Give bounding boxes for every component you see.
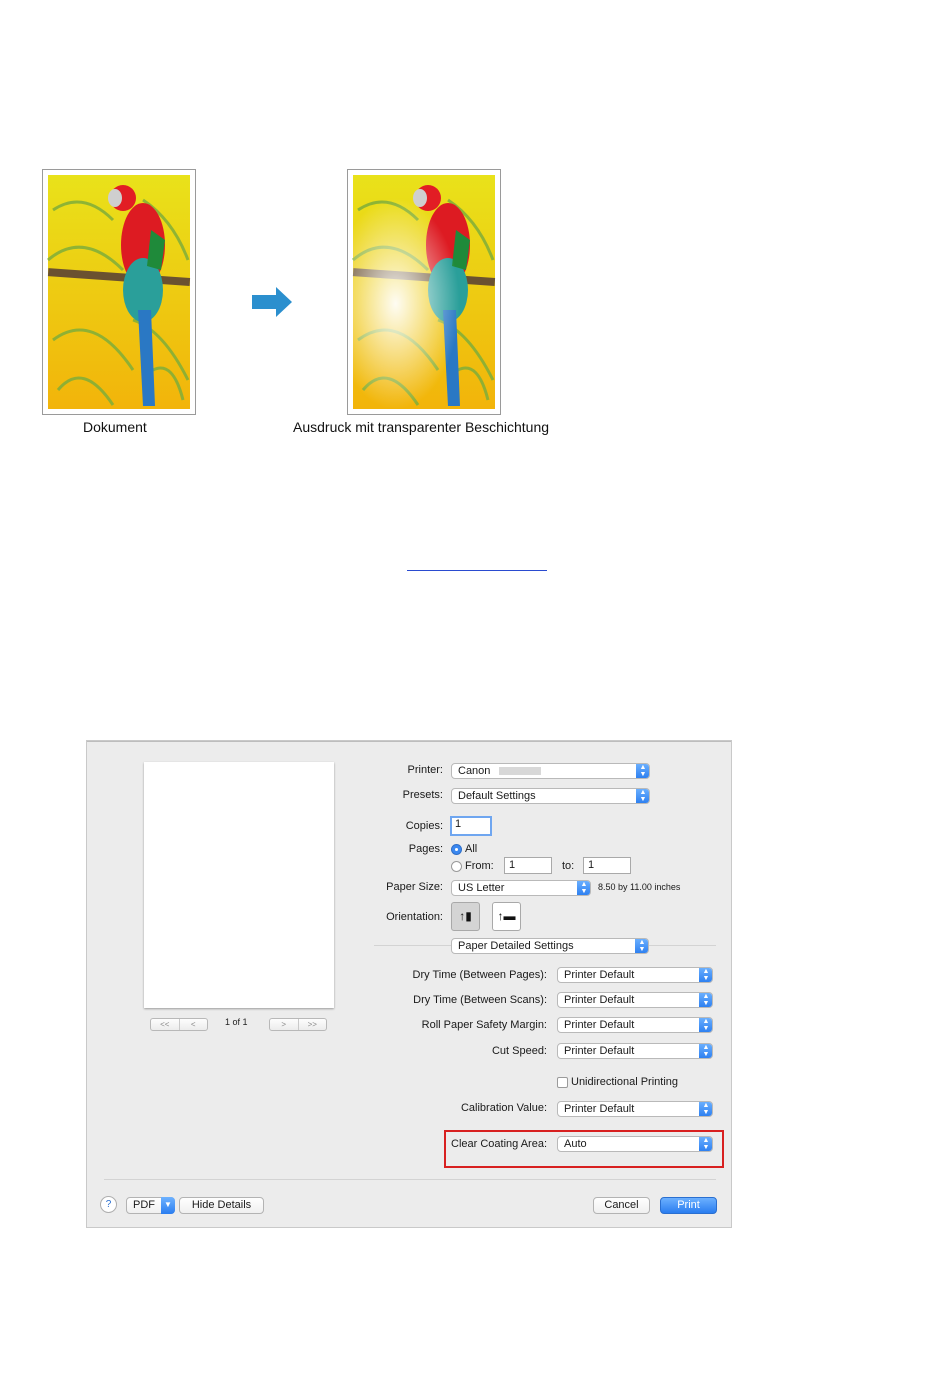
updown-arrows-icon: ▲ ▼: [636, 788, 650, 804]
parrot-image: [43, 170, 195, 414]
dry-time-pages-label: Dry Time (Between Pages):: [412, 969, 547, 981]
caption-coated-print: Ausdruck mit transparenter Beschichtung: [293, 419, 550, 435]
landscape-icon: ↑▬: [497, 909, 516, 923]
orientation-label: Orientation:: [386, 911, 443, 923]
updown-arrows-icon: ▲ ▼: [699, 1136, 713, 1152]
calibration-value: Printer Default: [564, 1103, 635, 1115]
parrot-coated-image: [348, 170, 500, 414]
pdf-label: PDF: [133, 1199, 155, 1211]
pages-from-label: From:: [465, 860, 494, 872]
page-counter: 1 of 1: [225, 1017, 248, 1027]
copies-input[interactable]: 1: [450, 816, 492, 836]
portrait-icon: ↑▮: [459, 909, 472, 923]
presets-select[interactable]: [451, 788, 650, 804]
cut-speed-value: Printer Default: [564, 1045, 635, 1057]
pages-from-input[interactable]: 1: [504, 857, 552, 874]
caption-document: Dokument: [83, 419, 147, 435]
dialog-top-border: [87, 741, 731, 742]
roll-margin-value: Printer Default: [564, 1019, 635, 1031]
pages-all-radio[interactable]: [451, 844, 462, 855]
printer-value: Canon: [458, 765, 491, 777]
updown-arrows-icon: ▲ ▼: [577, 880, 591, 896]
pages-all-label: All: [465, 843, 478, 855]
panel-select[interactable]: [451, 938, 649, 954]
preview-nav-forward: [269, 1018, 327, 1031]
cut-speed-select[interactable]: [557, 1043, 713, 1059]
paper-dimensions: 8.50 by 11.00 inches: [598, 882, 681, 892]
dry-time-pages-value: Printer Default: [564, 969, 635, 981]
arrow-right-icon: [250, 285, 294, 319]
next-page-button[interactable]: >: [281, 1020, 287, 1029]
dry-time-scans-label: Dry Time (Between Scans):: [413, 994, 547, 1006]
dry-time-pages-select[interactable]: [557, 967, 713, 983]
pages-to-label: to:: [562, 860, 575, 872]
first-page-button[interactable]: <<: [160, 1020, 170, 1029]
roll-margin-label: Roll Paper Safety Margin:: [421, 1019, 547, 1031]
presets-label: Presets:: [402, 789, 443, 801]
unidirectional-checkbox[interactable]: [557, 1077, 568, 1088]
print-dialog: [86, 740, 732, 1228]
clear-coating-select[interactable]: [557, 1136, 713, 1152]
pages-to-input[interactable]: 1: [583, 857, 631, 874]
updown-arrows-icon: ▲ ▼: [699, 992, 713, 1008]
updown-arrows-icon: ▲ ▼: [635, 938, 649, 954]
help-button[interactable]: ?: [100, 1196, 117, 1213]
dry-time-scans-value: Printer Default: [564, 994, 635, 1006]
updown-arrows-icon: ▲ ▼: [636, 763, 650, 779]
hide-details-button[interactable]: Hide Details: [179, 1197, 264, 1214]
hyperlink[interactable]: [407, 560, 547, 571]
cancel-button[interactable]: Cancel: [593, 1197, 650, 1214]
paper-size-label: Paper Size:: [386, 881, 443, 893]
updown-arrows-icon: ▲ ▼: [699, 967, 713, 983]
clear-coating-value: Auto: [564, 1138, 587, 1150]
preview-nav-back: [150, 1018, 208, 1031]
pdf-button[interactable]: [126, 1197, 175, 1214]
last-page-button[interactable]: >>: [298, 1019, 327, 1030]
copies-label: Copies:: [405, 820, 443, 832]
previous-page-button[interactable]: <: [179, 1019, 208, 1030]
chevron-down-icon: ▼: [161, 1197, 175, 1214]
landscape-orientation-button[interactable]: [492, 902, 521, 931]
dry-time-scans-select[interactable]: [557, 992, 713, 1008]
panel-select-value: Paper Detailed Settings: [458, 940, 574, 952]
updown-arrows-icon: ▲ ▼: [699, 1101, 713, 1117]
coated-print-thumbnail: [347, 169, 501, 415]
print-button[interactable]: Print: [660, 1197, 717, 1214]
calibration-select[interactable]: [557, 1101, 713, 1117]
pages-from-radio[interactable]: [451, 861, 462, 872]
paper-size-value: US Letter: [458, 882, 505, 894]
document-thumbnail: [42, 169, 196, 415]
updown-arrows-icon: ▲ ▼: [699, 1017, 713, 1033]
pages-label: Pages:: [408, 843, 443, 855]
footer-separator: [104, 1179, 716, 1180]
redacted-model-name: [499, 767, 541, 775]
printer-select[interactable]: [451, 763, 650, 779]
unidirectional-label: Unidirectional Printing: [571, 1076, 678, 1088]
paper-size-select[interactable]: [451, 880, 591, 896]
clear-coating-label: Clear Coating Area:: [451, 1138, 547, 1150]
roll-margin-select[interactable]: [557, 1017, 713, 1033]
calibration-label: Calibration Value:: [460, 1102, 547, 1114]
presets-value: Default Settings: [458, 790, 536, 802]
portrait-orientation-button[interactable]: [451, 902, 480, 931]
updown-arrows-icon: ▲ ▼: [699, 1043, 713, 1059]
cut-speed-label: Cut Speed:: [491, 1045, 547, 1057]
page-preview: [144, 762, 334, 1008]
printer-label: Printer:: [407, 764, 443, 776]
